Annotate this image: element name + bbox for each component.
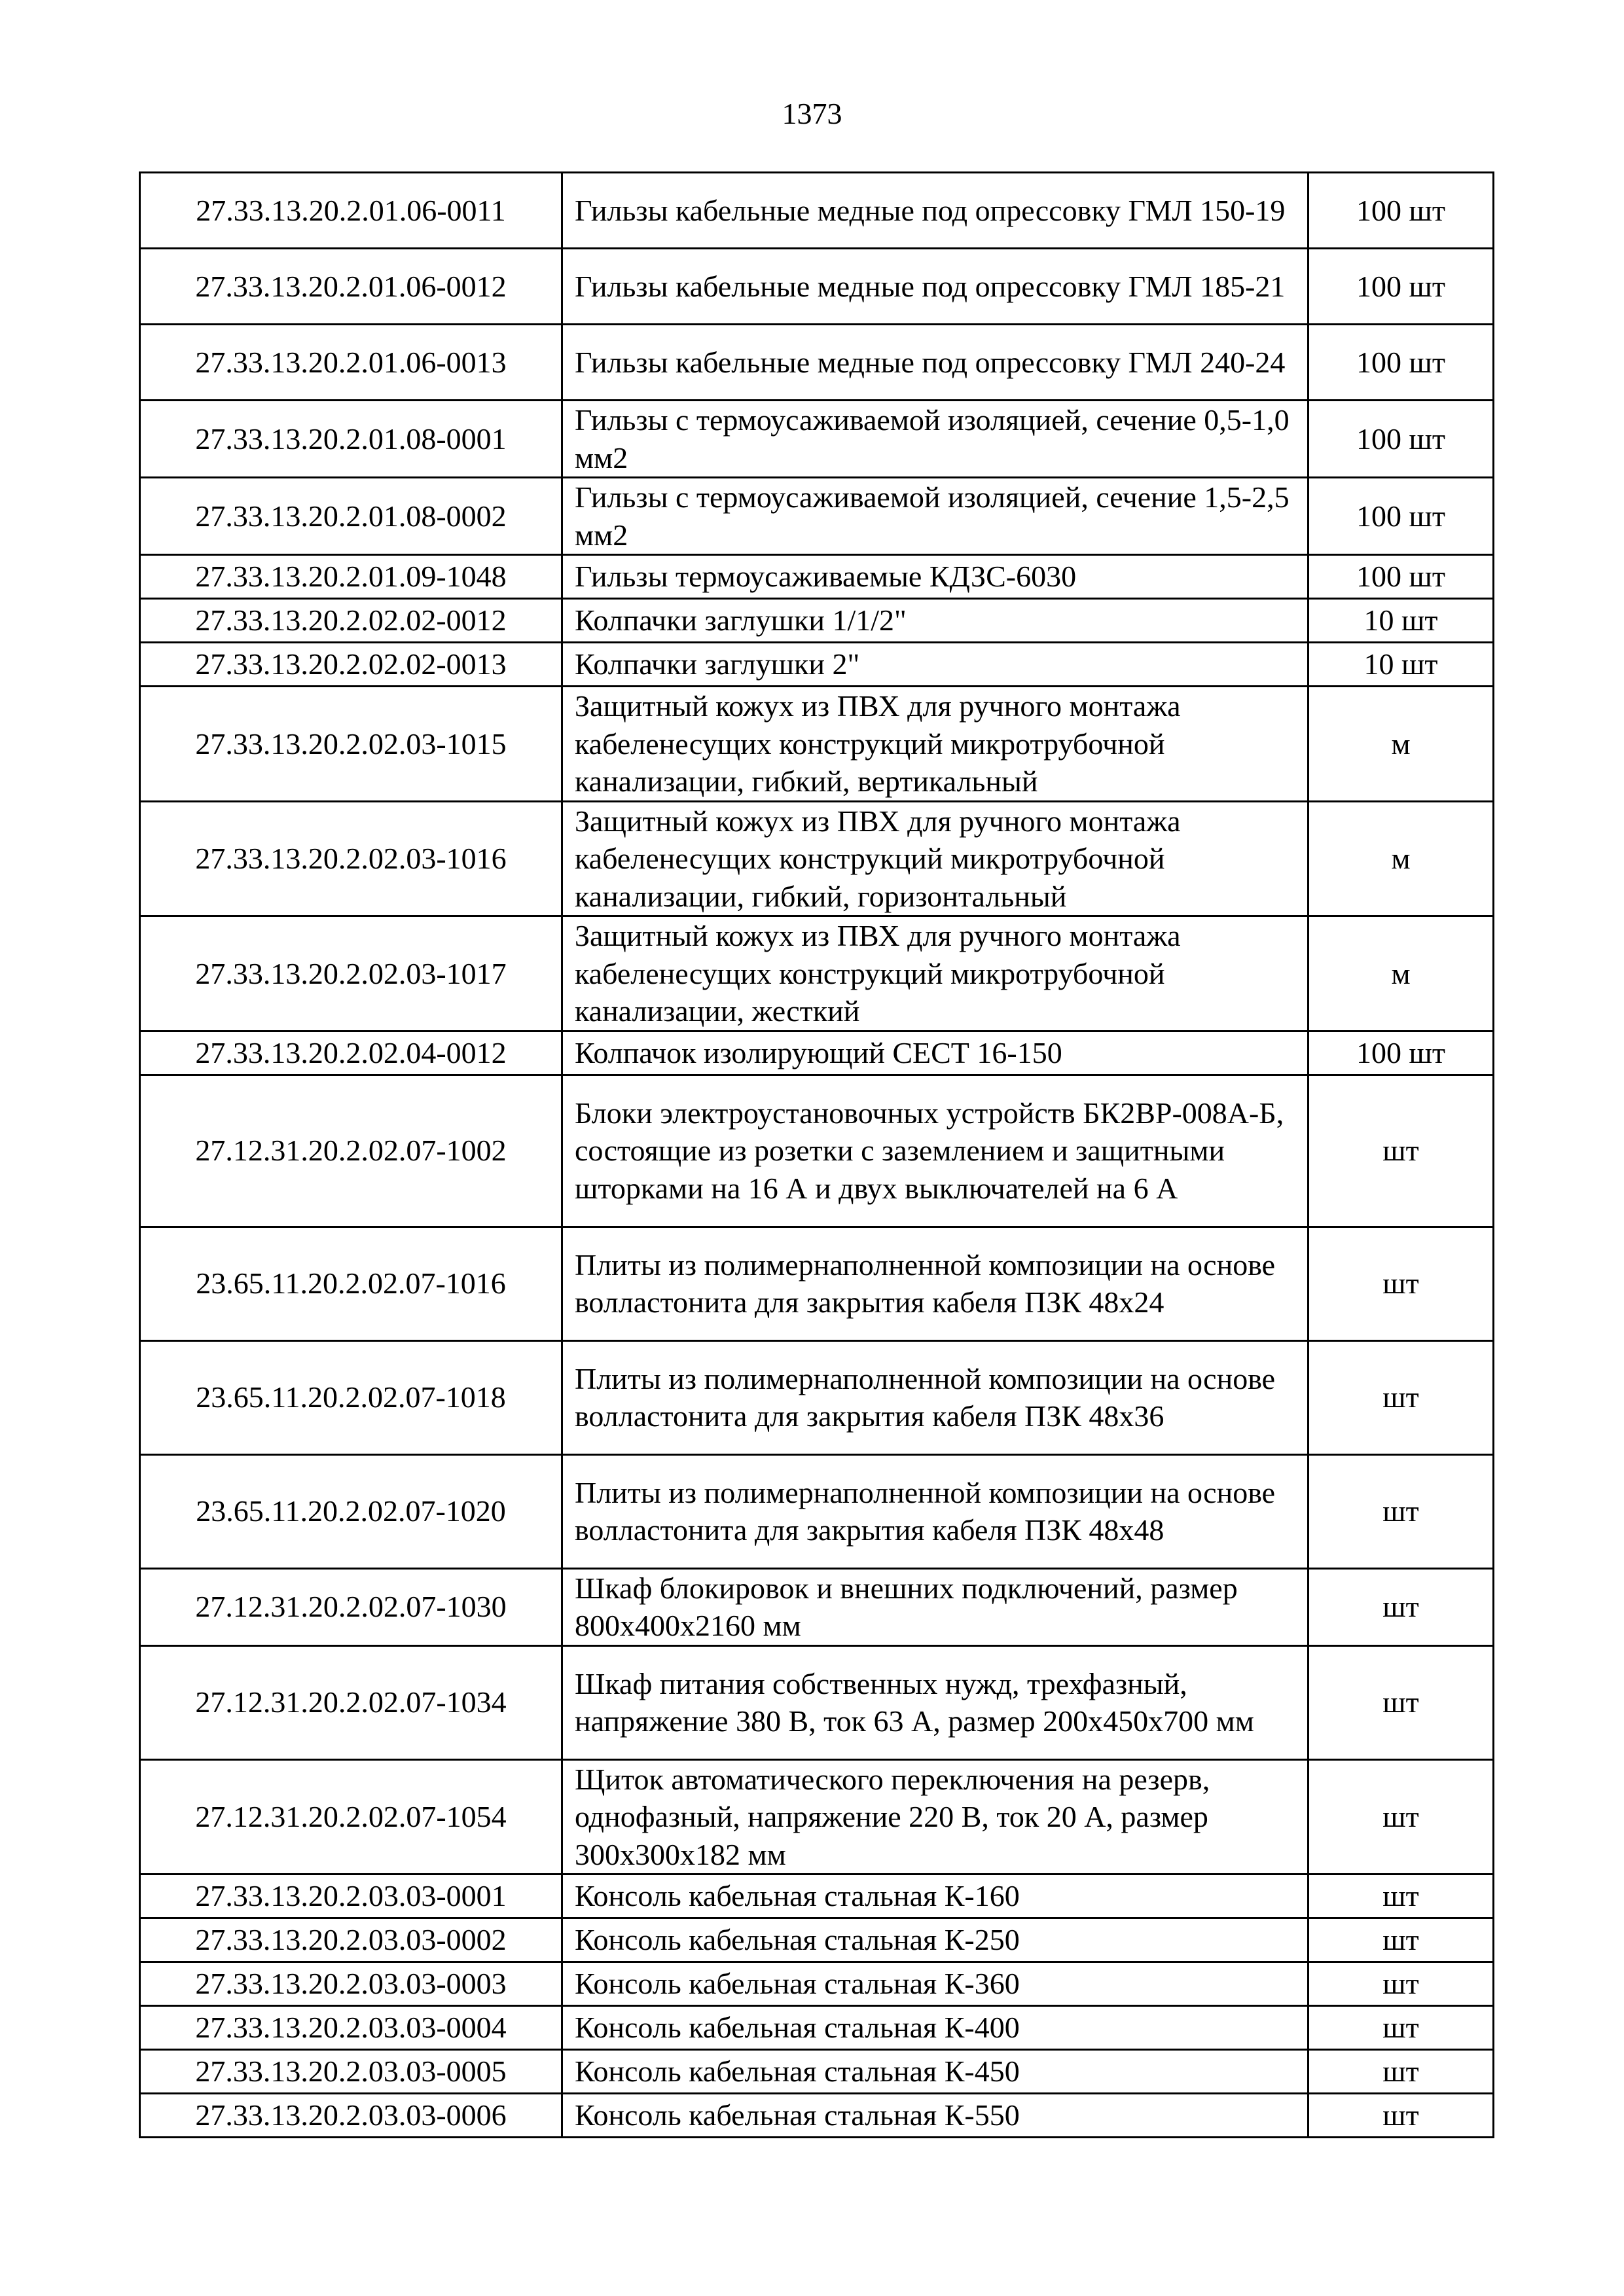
code-cell: 27.33.13.20.2.03.03-0004 [140, 2006, 562, 2050]
name-cell: Щиток автоматического переключения на резерв, однофазный, напряжение 220 В, ток 20 А, размер 300х300х182 мм [562, 1759, 1308, 1874]
resource-table [139, 171, 1494, 2138]
code-cell: 27.33.13.20.2.01.09-1048 [140, 555, 562, 599]
code-cell: 27.33.13.20.2.01.08-0002 [140, 478, 562, 555]
unit-cell: 100 шт [1308, 401, 1494, 478]
unit-cell: шт [1308, 1227, 1494, 1340]
code-cell: 27.33.13.20.2.02.03-1015 [140, 687, 562, 802]
code-cell: 23.65.11.20.2.02.07-1020 [140, 1454, 562, 1568]
unit-cell: 100 шт [1308, 249, 1494, 325]
code-cell: 27.12.31.20.2.02.07-1030 [140, 1568, 562, 1645]
unit-cell: 10 шт [1308, 643, 1494, 687]
unit-cell: шт [1308, 1759, 1494, 1874]
code-cell: 27.12.31.20.2.02.07-1002 [140, 1075, 562, 1227]
name-cell: Консоль кабельная стальная К-160 [562, 1874, 1308, 1918]
name-cell: Гильзы с термоусаживаемой изоляцией, сечение 1,5-2,5 мм2 [562, 478, 1308, 555]
code-cell: 27.33.13.20.2.01.06-0012 [140, 249, 562, 325]
name-cell: Консоль кабельная стальная К-250 [562, 1918, 1308, 1962]
table-row [140, 643, 1494, 687]
code-cell: 27.33.13.20.2.03.03-0002 [140, 1918, 562, 1962]
code-cell: 27.33.13.20.2.02.02-0013 [140, 643, 562, 687]
unit-cell: 100 шт [1308, 325, 1494, 401]
unit-cell: шт [1308, 1454, 1494, 1568]
table-row [140, 1227, 1494, 1340]
table-row [140, 1340, 1494, 1454]
resource-table-body [140, 173, 1494, 2138]
name-cell: Гильзы кабельные медные под опрессовку ГМЛ 185-21 [562, 249, 1308, 325]
unit-cell: м [1308, 801, 1494, 916]
name-cell: Колпачки заглушки 1/1/2" [562, 599, 1308, 643]
unit-cell: шт [1308, 2094, 1494, 2138]
table-row [140, 2094, 1494, 2138]
name-cell: Плиты из полимернаполненной композиции на основе волластонита для закрытия кабеля ПЗК 48х36 [562, 1340, 1308, 1454]
unit-cell: шт [1308, 1874, 1494, 1918]
page-number: 1373 [782, 97, 842, 130]
table-row [140, 801, 1494, 916]
table-row [140, 478, 1494, 555]
table-row [140, 325, 1494, 401]
code-cell: 27.33.13.20.2.03.03-0003 [140, 1962, 562, 2006]
name-cell: Колпачок изолирующий СЕСТ 16-150 [562, 1031, 1308, 1075]
unit-cell: м [1308, 687, 1494, 802]
unit-cell: шт [1308, 1568, 1494, 1645]
unit-cell: шт [1308, 1340, 1494, 1454]
code-cell: 27.33.13.20.2.02.04-0012 [140, 1031, 562, 1075]
name-cell: Гильзы кабельные медные под опрессовку ГМЛ 150-19 [562, 173, 1308, 249]
name-cell: Консоль кабельная стальная К-450 [562, 2050, 1308, 2094]
table-row [140, 1759, 1494, 1874]
name-cell: Консоль кабельная стальная К-360 [562, 1962, 1308, 2006]
code-cell: 27.33.13.20.2.02.03-1016 [140, 801, 562, 916]
code-cell: 27.33.13.20.2.03.03-0001 [140, 1874, 562, 1918]
table-row [140, 1031, 1494, 1075]
table-row [140, 555, 1494, 599]
unit-cell: 100 шт [1308, 478, 1494, 555]
name-cell: Защитный кожух из ПВХ для ручного монтажа кабеленесущих конструкций микротрубочной канализации, жесткий [562, 916, 1308, 1031]
unit-cell: шт [1308, 1918, 1494, 1962]
table-row [140, 1075, 1494, 1227]
code-cell: 23.65.11.20.2.02.07-1018 [140, 1340, 562, 1454]
code-cell: 27.33.13.20.2.01.08-0001 [140, 401, 562, 478]
unit-cell: 100 шт [1308, 173, 1494, 249]
code-cell: 27.12.31.20.2.02.07-1034 [140, 1645, 562, 1759]
code-cell: 27.33.13.20.2.03.03-0005 [140, 2050, 562, 2094]
name-cell: Защитный кожух из ПВХ для ручного монтажа кабеленесущих конструкций микротрубочной канализации, гибкий, горизонтальный [562, 801, 1308, 916]
code-cell: 27.12.31.20.2.02.07-1054 [140, 1759, 562, 1874]
unit-cell: 100 шт [1308, 1031, 1494, 1075]
table-row [140, 401, 1494, 478]
name-cell: Шкаф блокировок и внешних подключений, размер 800х400х2160 мм [562, 1568, 1308, 1645]
code-cell: 27.33.13.20.2.01.06-0011 [140, 173, 562, 249]
table-row [140, 599, 1494, 643]
code-cell: 23.65.11.20.2.02.07-1016 [140, 1227, 562, 1340]
table-row [140, 687, 1494, 802]
table-row [140, 249, 1494, 325]
name-cell: Защитный кожух из ПВХ для ручного монтажа кабеленесущих конструкций микротрубочной канализации, гибкий, вертикальный [562, 687, 1308, 802]
name-cell: Колпачки заглушки 2" [562, 643, 1308, 687]
table-row [140, 916, 1494, 1031]
unit-cell: шт [1308, 2006, 1494, 2050]
table-row [140, 1962, 1494, 2006]
code-cell: 27.33.13.20.2.03.03-0006 [140, 2094, 562, 2138]
unit-cell: 10 шт [1308, 599, 1494, 643]
table-row [140, 2006, 1494, 2050]
name-cell: Гильзы кабельные медные под опрессовку ГМЛ 240-24 [562, 325, 1308, 401]
name-cell: Блоки электроустановочных устройств БК2ВР-008А-Б, состоящие из розетки с заземлением и защитными шторками на 16 А и двух выключателей на 6 А [562, 1075, 1308, 1227]
unit-cell: шт [1308, 1645, 1494, 1759]
code-cell: 27.33.13.20.2.01.06-0013 [140, 325, 562, 401]
name-cell: Гильзы с термоусаживаемой изоляцией, сечение 0,5-1,0 мм2 [562, 401, 1308, 478]
name-cell: Шкаф питания собственных нужд, трехфазный, напряжение 380 В, ток 63 А, размер 200х450х700 мм [562, 1645, 1308, 1759]
name-cell: Консоль кабельная стальная К-550 [562, 2094, 1308, 2138]
code-cell: 27.33.13.20.2.02.02-0012 [140, 599, 562, 643]
name-cell: Плиты из полимернаполненной композиции на основе волластонита для закрытия кабеля ПЗК 48х48 [562, 1454, 1308, 1568]
unit-cell: шт [1308, 1075, 1494, 1227]
unit-cell: м [1308, 916, 1494, 1031]
table-row [140, 1568, 1494, 1645]
table-row [140, 1645, 1494, 1759]
name-cell: Плиты из полимернаполненной композиции на основе волластонита для закрытия кабеля ПЗК 48х24 [562, 1227, 1308, 1340]
name-cell: Гильзы термоусаживаемые КДЗС-6030 [562, 555, 1308, 599]
name-cell: Консоль кабельная стальная К-400 [562, 2006, 1308, 2050]
unit-cell: шт [1308, 2050, 1494, 2094]
table-row [140, 1918, 1494, 1962]
table-row [140, 1874, 1494, 1918]
table-row [140, 2050, 1494, 2094]
table-row [140, 1454, 1494, 1568]
table-row [140, 173, 1494, 249]
code-cell: 27.33.13.20.2.02.03-1017 [140, 916, 562, 1031]
unit-cell: шт [1308, 1962, 1494, 2006]
unit-cell: 100 шт [1308, 555, 1494, 599]
